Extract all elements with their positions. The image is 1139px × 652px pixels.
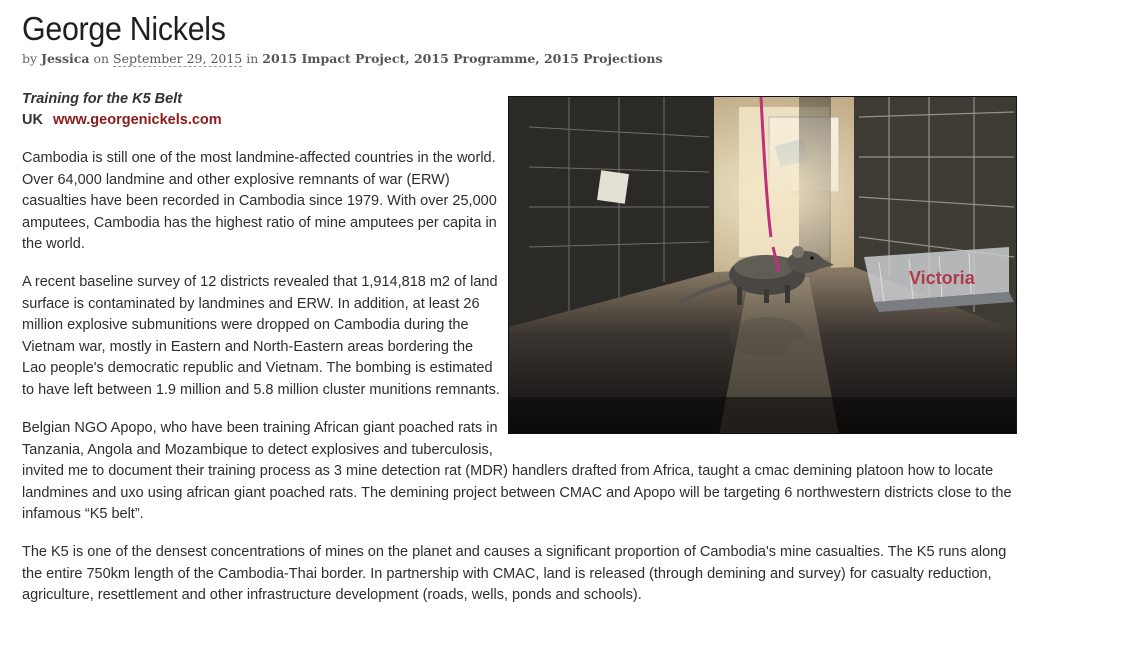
meta-on: on	[93, 51, 110, 66]
post-subtitle: Training for the K5 Belt	[22, 91, 183, 107]
website-link[interactable]: www.georgenickels.com	[52, 112, 222, 128]
cage-box	[864, 247, 1014, 312]
paragraph-3	[22, 418, 1012, 526]
meta-by: by	[22, 51, 38, 66]
post-date: September 29, 2015	[113, 51, 243, 66]
cage-label: Victoria	[909, 268, 975, 288]
article-header	[22, 10, 1022, 67]
paragraph-3-part-2: invited me to document their training process as 3 mine detection rat (MDR) handlers drafted from Africa, taught a cmac demining platoon how to locate landmines and uxo using african giant poached rats. The demining project between CMAC and Apopo will be targeting 6 northwestern districts close to the infamous “K5 belt”.	[22, 463, 1012, 522]
post-title: George Nickels	[22, 10, 226, 47]
meta-in: in	[246, 51, 259, 66]
country-label: UK	[22, 112, 43, 128]
location-line	[22, 110, 222, 130]
paragraph-2: A recent baseline survey of 12 districts revealed that 1,914,818 m2 of land surface is contaminated by landmines and ERW. In addition, at least 26 million explosive submunitions were dropped on Cambodia during the Vietnam war, mostly in Eastern and North-Eastern areas bordering the Lao people's democratic republic and Vietnam. The bombing is estimated to have left between 1.9 million and 5.8 million cluster munitions remnants.	[22, 274, 500, 398]
paragraph-3-part-1: Belgian NGO Apopo, who have been training African giant poached rats in Tanzania, Angola and Mozambique to detect explosives and tuberculosis,	[22, 420, 498, 458]
paragraph-4: The K5 is one of the densest concentrations of mines on the planet and causes a significant proportion of Cambodia's mine casualties. The K5 runs along the entire 750km length of the Cambodia-Thai border. In partnership with CMAC, land is released (through demining and survey) for casualty reduction, agriculture, resettlement and other infrastructure development (roads, wells, ponds and schools).	[22, 544, 1007, 603]
rat-training-photo	[508, 96, 1017, 434]
post-meta	[22, 51, 1022, 67]
paragraph-1: Cambodia is still one of the most landmine-affected countries in the world. Over 64,000 landmine and other explosive remnants of war (ERW) casualties have been recorded in Cambodia since 1979. With over 25,000 amputees, Cambodia has the highest ratio of mine amputees per capita in the world.	[22, 150, 497, 252]
category-links[interactable]: 2015 Impact Project, 2015 Programme, 2015 Projections	[262, 51, 663, 66]
photo-illustration	[509, 97, 1017, 434]
author-link[interactable]: Jessica	[41, 51, 90, 66]
